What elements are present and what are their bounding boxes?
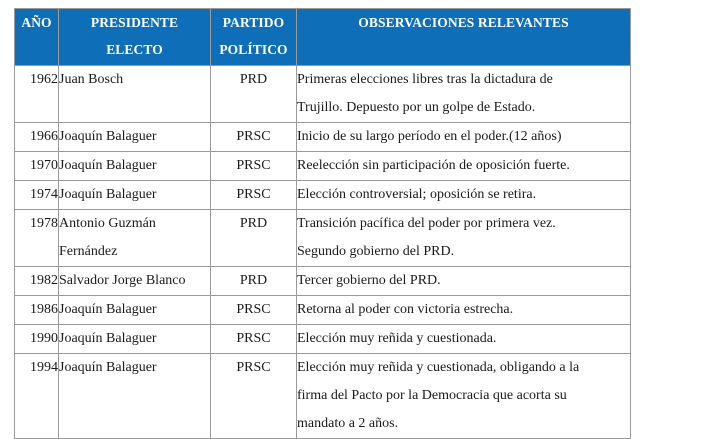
- elections-table: [14, 8, 631, 439]
- cell-anio: 1978: [15, 210, 59, 267]
- cell-anio: 1990: [15, 325, 59, 354]
- cell-text-line: Salvador Jorge Blanco: [59, 273, 186, 288]
- cell-text-line: Tercer gobierno del PRD.: [297, 273, 441, 288]
- cell-text-line: firma del Pacto por la Democracia que acorta su: [297, 388, 567, 403]
- cell-partido: PRSC: [211, 296, 297, 325]
- cell-partido: PRSC: [211, 325, 297, 354]
- cell-text-line: Primeras elecciones libres tras la dictadura de: [297, 72, 553, 87]
- cell-text-line: Joaquín Balaguer: [59, 187, 157, 202]
- cell-anio: 1974: [15, 181, 59, 210]
- cell-observaciones: [297, 296, 631, 325]
- table-row: [15, 354, 631, 439]
- cell-observaciones: [297, 267, 631, 296]
- cell-text-line: Antonio Guzmán: [59, 216, 156, 231]
- cell-text-line: Joaquín Balaguer: [59, 302, 157, 317]
- cell-text-line: Elección controversial; oposición se retira.: [297, 187, 537, 202]
- cell-partido: PRD: [211, 210, 297, 267]
- cell-anio: 1994: [15, 354, 59, 439]
- cell-text-line: Elección muy reñida y cuestionada, obligando a la: [297, 360, 580, 375]
- cell-presidente: [59, 181, 211, 210]
- cell-text-line: Joaquín Balaguer: [59, 158, 157, 173]
- table-body: [15, 66, 631, 439]
- cell-anio: 1970: [15, 152, 59, 181]
- cell-text-line: Reelección sin participación de oposición fuerte.: [297, 158, 570, 173]
- column-header-line: ELECTO: [106, 42, 163, 57]
- table-row: [15, 66, 631, 123]
- cell-presidente: [59, 325, 211, 354]
- column-header-line: PARTIDO: [222, 15, 285, 30]
- cell-presidente: [59, 210, 211, 267]
- cell-anio: 1966: [15, 123, 59, 152]
- column-header-line: OBSERVACIONES RELEVANTES: [358, 15, 569, 30]
- elections-table-container: [14, 8, 626, 439]
- table-row: [15, 325, 631, 354]
- column-header-presidente-electo: [59, 9, 211, 66]
- column-header-observaciones-relevantes: [297, 9, 631, 66]
- cell-anio: 1986: [15, 296, 59, 325]
- cell-text-line: Joaquín Balaguer: [59, 129, 157, 144]
- cell-partido: PRD: [211, 267, 297, 296]
- column-header-line: PRESIDENTE: [90, 15, 179, 30]
- column-header-line: POLÍTICO: [219, 42, 288, 57]
- cell-observaciones: [297, 123, 631, 152]
- cell-text-line: Fernández: [59, 244, 118, 259]
- table-row: [15, 210, 631, 267]
- cell-presidente: [59, 296, 211, 325]
- cell-observaciones: [297, 152, 631, 181]
- table-row: [15, 152, 631, 181]
- cell-presidente: [59, 267, 211, 296]
- cell-observaciones: [297, 66, 631, 123]
- cell-text-line: Inicio de su largo período en el poder.(12 años): [297, 129, 562, 144]
- cell-observaciones: [297, 325, 631, 354]
- table-row: [15, 181, 631, 210]
- cell-observaciones: [297, 181, 631, 210]
- cell-text-line: Joaquín Balaguer: [59, 331, 157, 346]
- cell-presidente: [59, 123, 211, 152]
- cell-text-line: Transición pacífica del poder por primera vez.: [297, 216, 556, 231]
- cell-text-line: Joaquín Balaguer: [59, 360, 157, 375]
- cell-partido: PRSC: [211, 152, 297, 181]
- cell-text-line: Segundo gobierno del PRD.: [297, 244, 455, 259]
- cell-anio: 1962: [15, 66, 59, 123]
- cell-observaciones: [297, 354, 631, 439]
- cell-text-line: Retorna al poder con victoria estrecha.: [297, 302, 514, 317]
- table-row: [15, 296, 631, 325]
- column-header-partido-politico: [211, 9, 297, 66]
- cell-text-line: mandato a 2 años.: [297, 416, 399, 431]
- cell-presidente: [59, 66, 211, 123]
- table-header: [15, 9, 631, 66]
- table-row: [15, 123, 631, 152]
- cell-text-line: Trujillo. Depuesto por un golpe de Estado.: [297, 100, 536, 115]
- cell-presidente: [59, 152, 211, 181]
- cell-partido: PRSC: [211, 354, 297, 439]
- column-header-anio: [15, 9, 59, 66]
- table-row: [15, 267, 631, 296]
- cell-text-line: Elección muy reñida y cuestionada.: [297, 331, 497, 346]
- column-header-line: AÑO: [21, 15, 52, 30]
- table-header-row: [15, 9, 631, 66]
- cell-anio: 1982: [15, 267, 59, 296]
- cell-presidente: [59, 354, 211, 439]
- cell-text-line: Juan Bosch: [59, 72, 124, 87]
- cell-observaciones: [297, 210, 631, 267]
- cell-partido: PRSC: [211, 123, 297, 152]
- cell-partido: PRSC: [211, 181, 297, 210]
- cell-partido: PRD: [211, 66, 297, 123]
